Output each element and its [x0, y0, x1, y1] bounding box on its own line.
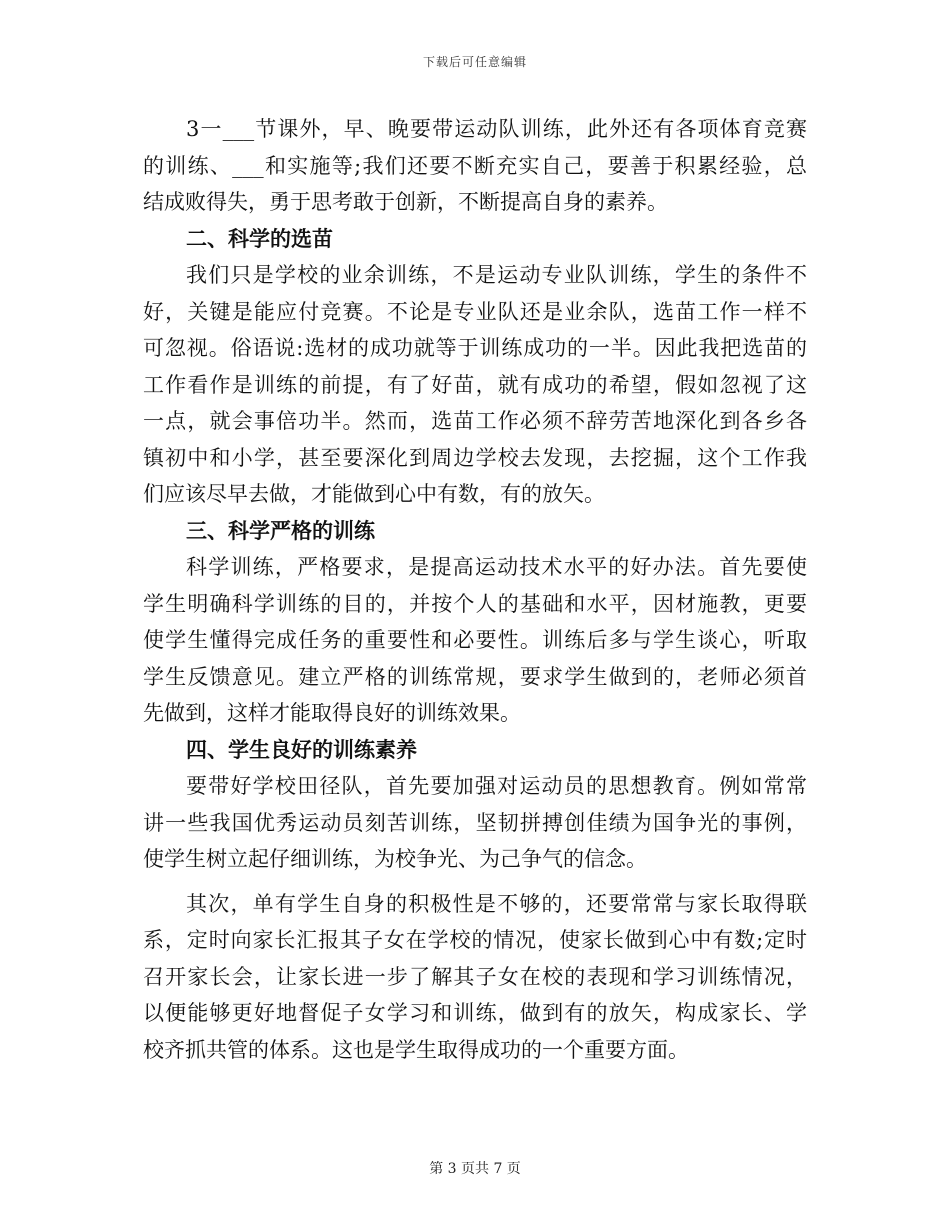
section-heading: 二、科学的选苗 — [186, 225, 333, 251]
paragraph-last-line: 先做到，这样才能取得良好的训练效果。 — [143, 701, 521, 725]
page-header: 下载后可任意编辑 — [422, 55, 527, 69]
text-line: 学生明确科学训练的目的，并按个人的基础和水平，因材施教，更要 — [143, 591, 807, 616]
text-line: 镇初中和小学，甚至要深化到周边学校去发现，去挖掘，这个工作我 — [143, 445, 807, 470]
paragraph-first-line: 我们只是学校的业余训练，不是运动专业队训练，学生的条件不 — [186, 263, 807, 287]
text-line: 的训练、___和实施等;我们还要不断充实自己，要善于积累经验，总 — [143, 153, 807, 178]
paragraph-first-line: 科学训练，严格要求，是提高运动技术水平的好办法。首先要使 — [186, 555, 807, 579]
paragraph-gap — [143, 878, 807, 886]
text-line: 一点，就会事倍功半。然而，选苗工作必须不辞劳苦地深化到各乡各 — [143, 409, 807, 433]
section-heading: 四、学生良好的训练素养 — [186, 736, 417, 762]
text-line: 好，关键是能应付竞赛。不论是专业队还是业余队，选苗工作一样不 — [143, 299, 807, 324]
text-line: 讲一些我国优秀运动员刻苦训练，坚韧拼搏创佳绩为国争光的事例， — [143, 810, 807, 835]
text-line: 召开家长会，让家长进一步了解其子女在校的表现和学习训练情况， — [143, 964, 807, 989]
text-line: 以便能够更好地督促子女学习和训练，做到有的放矢，构成家长、学 — [143, 1001, 807, 1025]
text-line: 使学生懂得完成任务的重要性和必要性。训练后多与学生谈心，听取 — [143, 628, 807, 652]
paragraph-last-line: 结成败得失，勇于思考敢于创新，不断提高自身的素养。 — [143, 190, 668, 214]
paragraph-first-line: 其次，单有学生自身的积极性是不够的，还要常常与家长取得联 — [186, 891, 807, 916]
paragraph-last-line: 们应该尽早去做，才能做到心中有数，有的放矢。 — [143, 482, 605, 506]
text-line: 系，定时向家长汇报其子女在学校的情况，使家长做到心中有数;定时 — [143, 928, 807, 952]
text-line: 可忽视。俗语说:选材的成功就等于训练成功的一半。因此我把选苗的 — [143, 336, 807, 360]
paragraph-last-line: 校齐抓共管的体系。这也是学生取得成功的一个重要方面。 — [143, 1037, 689, 1062]
paragraph-first-line: 要带好学校田径队，首先要加强对运动员的思想教育。例如常常 — [186, 774, 807, 798]
document-body — [143, 111, 807, 1068]
paragraph-first-line: 3一___节课外，早、晚要带运动队训练，此外还有各项体育竞赛 — [186, 117, 807, 141]
paragraph-last-line: 使学生树立起仔细训练，为校争光、为己争气的信念。 — [143, 847, 647, 871]
text-line: 工作看作是训练的前提，有了好苗，就有成功的希望，假如忽视了这 — [143, 372, 807, 397]
text-line: 学生反馈意见。建立严格的训练常规，要求学生做到的，老师必须首 — [143, 664, 807, 689]
section-heading: 三、科学严格的训练 — [186, 517, 375, 543]
page-footer: 第 3 页共 7 页 — [429, 1161, 521, 1177]
